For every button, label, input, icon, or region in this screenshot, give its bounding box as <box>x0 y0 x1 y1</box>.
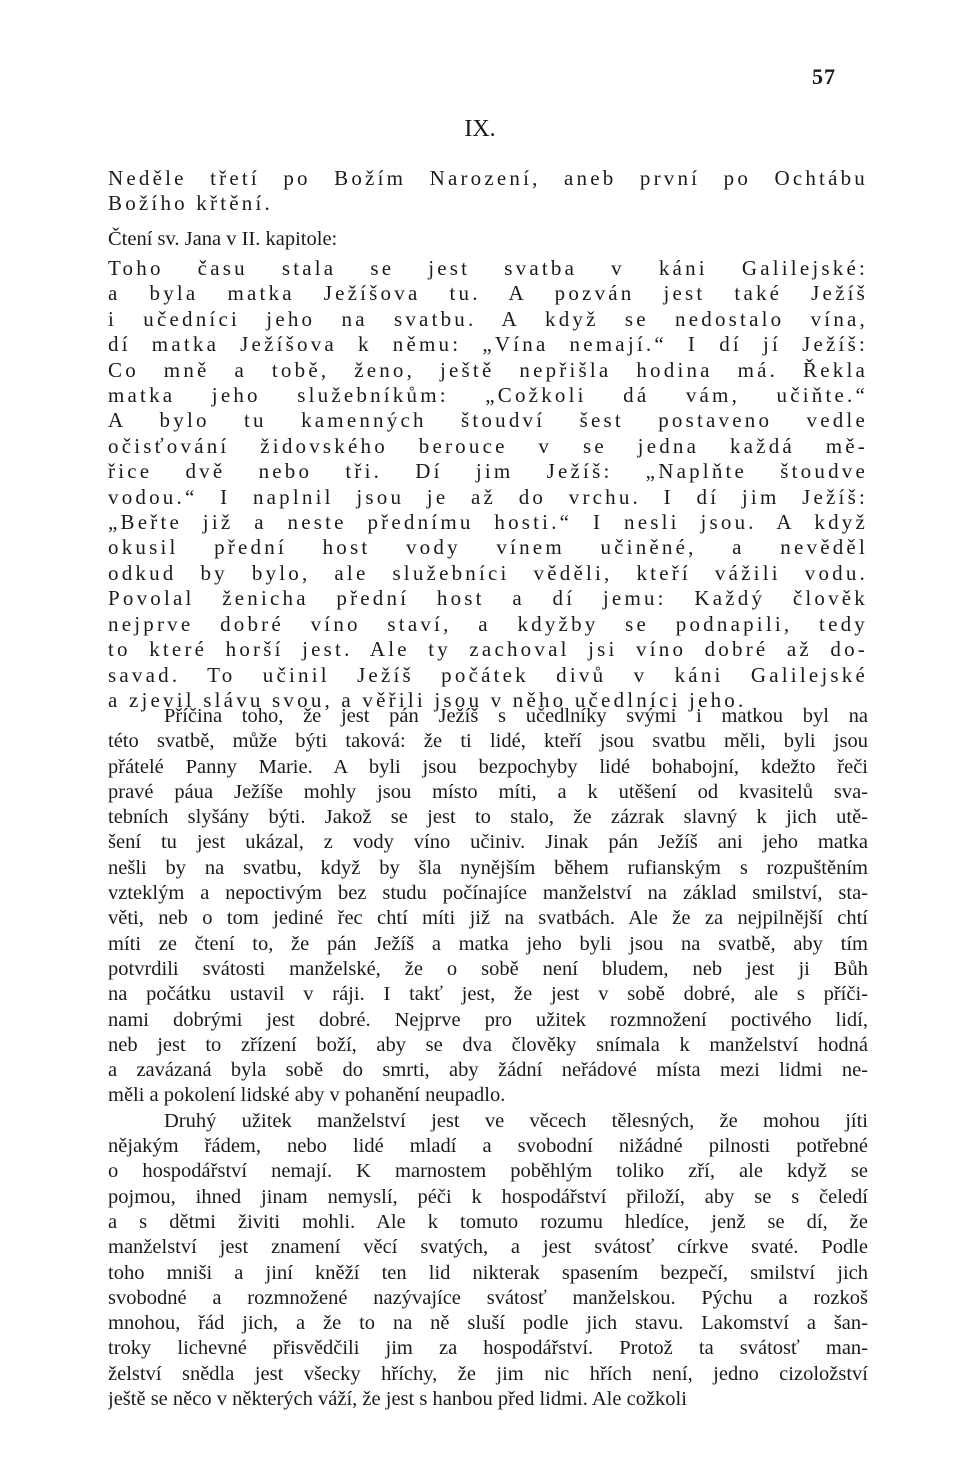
commentary-line: Příčina toho, že jest pán Ježíš s učedlníky svými i matkou byl na <box>164 705 868 727</box>
commentary-line: tebních slyšány býti. Jakož se jest to stalo, že zázrak slavný k jich utě- <box>108 806 868 829</box>
gospel-line: Co mně a tobě, ženo, ještě nepřišla hodina má. Řekla <box>108 357 868 382</box>
commentary-line: svobodné a rozmnožené nazývajíce svátosť manželskou. Pýchu a rozkoš <box>108 1286 868 1309</box>
gospel-line: savad. To učinil Ježíš počátek divů v káni Galilejské <box>108 662 868 687</box>
commentary-line: potvrdili svátosti manželské, že o sobě není bludem, neb jest ji Bůh <box>108 957 868 980</box>
gospel-line: očisťování židovského berouce v se jedna každá mě- <box>108 433 868 458</box>
commentary-line: šení tu jest ukázal, z vody víno učiniv. Jinak pán Ježíš ani jeho matka <box>108 831 868 854</box>
commentary-line: Druhý užitek manželství jest ve věcech tělesných, že mohou jíti <box>164 1109 868 1132</box>
commentary-line: troky lichevné přisvědčili jim za hospodářství. Protož ta svátosť man- <box>108 1337 868 1360</box>
commentary-line: pojmou, ihned jinam nemyslí, péči k hospodářství přiloží, aby se s čeledí <box>108 1185 868 1208</box>
commentary-line: nami dobrými jest dobré. Nejprve pro užitek rozmnožení poctivého lidí, <box>108 1008 868 1031</box>
heading-line: Božího křtění. <box>108 191 273 215</box>
gospel-line: Toho času stala se jest svatba v káni Galilejské: <box>108 256 868 280</box>
gospel-line: „Beřte již a neste přednímu hosti.“ I nesli jsou. A když <box>108 510 868 535</box>
commentary-line: nějakým řádem, nebo lidé mladí a svobodní nižádné pilnosti potřebné <box>108 1135 868 1158</box>
page-number: 57 <box>812 64 836 89</box>
commentary-text <box>108 704 868 1412</box>
gospel-line: a zjevil slávu svou, a věřili jsou v něho učedlníci jeho. <box>108 687 747 712</box>
commentary-line: měli a pokolení lidské aby v pohanění neupadlo. <box>108 1084 506 1107</box>
commentary-line: věti, neb o tom jediné řec chtí míti již na svatbách. Ale že za nejpilnější chtí <box>108 907 868 930</box>
commentary-line: mnohou, řád jich, a že to na ně sluší podle jich stavu. Lakomství a šan- <box>108 1312 868 1335</box>
gospel-line: matka jeho služebníkům: „Cožkoli dá vám, učiňte.“ <box>108 383 868 408</box>
heading-line: Neděle třetí po Božím Narození, aneb první po Ochtábu <box>108 166 868 190</box>
gospel-line: nejprve dobré víno staví, a kdyžby se podnapili, tedy <box>108 611 868 636</box>
commentary-line: této svatbě, může býti taková: že ti lidé, kteří jsou svatbu měli, byli jsou <box>108 730 868 753</box>
commentary-line: nešli by na svatbu, když by šla nynějším během rufianským s rozpuštěním <box>108 856 868 879</box>
gospel-line: řice dvě nebo tři. Dí jim Ježíš: „Naplňte štoudve <box>108 459 868 484</box>
commentary-line: o hospodářství nemají. K marnostem poběhlým toliko zří, ale když se <box>108 1160 868 1183</box>
gospel-line: dí matka Ježíšova k němu: „Vína nemají.“ I dí jí Ježíš: <box>108 332 868 357</box>
commentary-line: želství snědla jest všecky hříchy, že jim nic hřích není, jedno cizoložství <box>108 1362 868 1385</box>
reading-label-text: Čtení sv. Jana v II. kapitole: <box>108 228 338 250</box>
gospel-line: Povolal ženicha přední host a dí jemu: Každý člověk <box>108 586 868 611</box>
commentary-line: pravé páua Ježíše mohly jsou místo míti, a k utěšení od kvasitelů sva- <box>108 780 868 803</box>
commentary-line: míti ze čtení to, že pán Ježíš a matka jeho byli jsou na svatbě, aby tím <box>108 932 868 955</box>
gospel-text <box>108 256 868 713</box>
commentary-line: a zavázaná byla sobě do smrti, aby žádní neřádové místa mezi lidmi ne- <box>108 1059 868 1082</box>
gospel-line: i učedníci jeho na svatbu. A když se nedostalo vína, <box>108 306 868 331</box>
gospel-line: to které horší jest. Ale ty zachoval jsi víno dobré až do- <box>108 637 868 662</box>
gospel-line: okusil přední host vody vínem učiněné, a nevěděl <box>108 535 868 560</box>
commentary-line: a s dětmi živiti mohli. Ale k tomuto rozumu hledíce, jenž se dí, že <box>108 1210 868 1233</box>
reading-label <box>108 226 868 252</box>
commentary-line: manželství jest znamení věcí svatých, a jest svátosť církve svaté. Podle <box>108 1236 868 1259</box>
commentary-line: neb jest to zřízení boží, aby se dva člověky snímala k manželství hodná <box>108 1033 868 1056</box>
gospel-line: odkud by bylo, ale služebníci věděli, kteří vážili vodu. <box>108 560 868 585</box>
commentary-line: na počátku ustavil v ráji. I takť jest, že jest v sobě dobré, ale s příči- <box>108 983 868 1006</box>
gospel-line: a byla matka Ježíšova tu. A pozván jest také Ježíš <box>108 281 868 306</box>
chapter-number: IX. <box>464 116 496 142</box>
commentary-line: přátelé Panny Marie. A byli jsou bezpochyby lidé bohabojní, kdežto řeči <box>108 755 868 778</box>
commentary-line: toho mniši a jiní kněží ten lid nikterak spasením bezpečí, smilství jich <box>108 1261 868 1284</box>
commentary-line: ještě se něco v některých váží, že jest s hanbou před lidmi. Ale cožkoli <box>108 1388 687 1411</box>
chapter-heading <box>108 166 868 216</box>
commentary-line: vzteklým a nepoctivým bez studu počínajíce manželství na základ smilství, sta- <box>108 882 868 905</box>
gospel-line: vodou.“ I naplnil jsou je až do vrchu. I dí jim Ježíš: <box>108 484 868 509</box>
gospel-line: A bylo tu kamenných štoudví šest postaveno vedle <box>108 408 868 433</box>
